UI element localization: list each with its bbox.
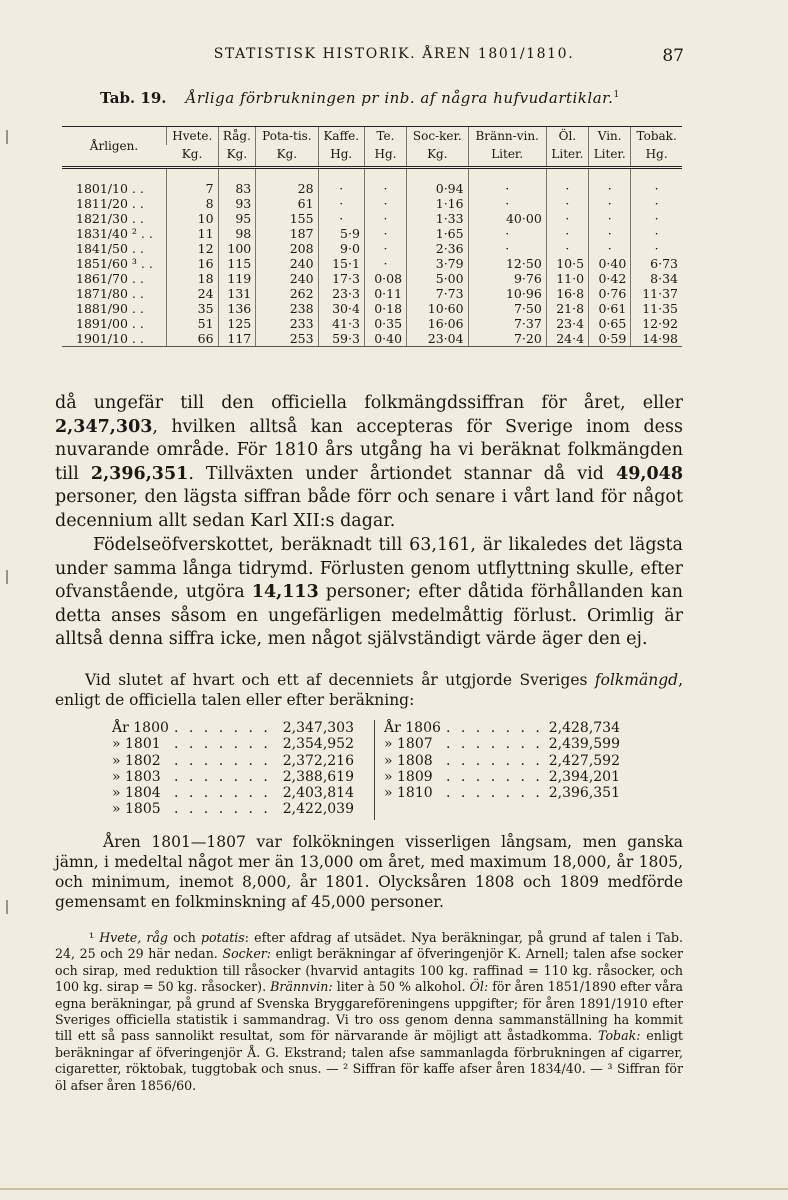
table-cell: 95 <box>218 211 256 226</box>
footnotes <box>55 930 683 1094</box>
table-cell: 115 <box>218 256 256 271</box>
table-cell: · <box>589 167 631 196</box>
column-unit: Liter. <box>589 145 631 167</box>
leader-dots: . . . . . . . <box>446 720 543 736</box>
population-entry <box>384 736 620 752</box>
table-cell: · <box>318 167 364 196</box>
table-cell: 40·00 <box>468 211 546 226</box>
table-cell: 238 <box>256 301 318 316</box>
table-cell: 23·04 <box>407 331 469 347</box>
row-period: 1891/00 . . <box>76 315 144 331</box>
table-cell: 66 <box>167 331 219 347</box>
population-value: 2,439,599 <box>548 736 620 753</box>
paragraph-population <box>55 392 683 534</box>
table-cell: 262 <box>256 286 318 301</box>
population-entry <box>112 753 354 769</box>
table-cell: · <box>318 196 364 211</box>
table-cell: 7 <box>167 167 219 196</box>
leader-dots: . . . . . . . <box>446 768 543 785</box>
footnote-text: för åren 1851/1890 efter våra egna beräkningar, på grund af Svenska Bryggareföreningens uppgifter; för åren 1891/1910 efter Sveriges officiella statistik i sammandrag. Vi tro oss genom denna sammanställning ha kommit till ett så pass sannolikt resultat, som för närvarande är möjligt att åstadkomma. <box>55 979 683 1044</box>
table-cell: 24 <box>167 286 219 301</box>
column-header: Soc-ker. <box>407 127 469 146</box>
table-cell: 131 <box>218 286 256 301</box>
table-cell: · <box>631 226 682 241</box>
leader-dots: . . . . . . . <box>446 752 543 769</box>
table-cell: 21·8 <box>546 301 588 316</box>
table-cell: · <box>468 167 546 196</box>
table-cell: 117 <box>218 331 256 347</box>
paragraph-intro-list <box>55 670 683 710</box>
population-value: 2,396,351 <box>548 785 620 802</box>
footnote-term-tobak: Tobak: <box>598 1028 641 1044</box>
table-cell: 119 <box>218 271 256 286</box>
table-cell: 14·98 <box>631 331 682 347</box>
table-cell: 11·37 <box>631 286 682 301</box>
table-cell: · <box>546 211 588 226</box>
population-year: » 1807 <box>384 736 433 753</box>
population-entry <box>384 769 620 785</box>
table-cell: 0·18 <box>364 301 406 316</box>
population-value: 2,372,216 <box>282 752 354 769</box>
leader-dots: . . . . . . . <box>174 768 271 785</box>
footnote-term-socker: Socker: <box>222 946 272 962</box>
table-cell: · <box>546 196 588 211</box>
column-unit: Kg. <box>256 145 318 167</box>
table-cell: 136 <box>218 301 256 316</box>
table-cell: 155 <box>256 211 318 226</box>
page-bottom-edge <box>0 1188 788 1190</box>
table-cell: 7·50 <box>468 301 546 316</box>
table-row <box>62 301 682 316</box>
para3-italic: folkmängd <box>594 671 679 689</box>
table-cell: 2·36 <box>407 241 469 256</box>
table-cell: 18 <box>167 271 219 286</box>
para1-text-1: då ungefär till den officiella folkmängdssiffran för året, eller <box>55 393 683 413</box>
table-cell: 0·40 <box>589 256 631 271</box>
column-header: Bränn-vin. <box>468 127 546 146</box>
population-entry <box>384 785 620 801</box>
table-cell: 11·35 <box>631 301 682 316</box>
column-header: Tobak. <box>631 127 682 146</box>
population-year: » 1804 <box>112 785 161 802</box>
footnote-term-brannvin: Brännvin: <box>270 979 333 995</box>
population-year: » 1805 <box>112 801 161 818</box>
table-cell: · <box>589 241 631 256</box>
table-cell: 100 <box>218 241 256 256</box>
leader-dots: . . . . . . . <box>174 785 271 802</box>
population-entry <box>112 720 354 736</box>
table-cell: 0·42 <box>589 271 631 286</box>
population-value: 2,394,201 <box>548 768 620 785</box>
footnote-term-ol: Öl: <box>469 979 489 995</box>
leader-dots: . . . . . . . <box>174 736 271 753</box>
population-entry <box>112 801 354 817</box>
table-row <box>62 241 682 256</box>
row-period: 1821/30 . . <box>76 210 144 226</box>
table-cell: · <box>589 196 631 211</box>
table-row <box>62 256 682 271</box>
population-entry <box>384 720 620 736</box>
column-unit: Kg. <box>218 145 256 167</box>
para1-text-2: , hvilken alltså kan accepteras för Sverige inom dess nuvarande område. För 1810 års utgång ha vi beräknat folkmängden till <box>55 416 683 484</box>
table-cell: 0·94 <box>407 167 469 196</box>
table-cell: · <box>631 211 682 226</box>
table-row <box>62 271 682 286</box>
column-header: Hvete. <box>167 127 219 146</box>
table-cell: 10·96 <box>468 286 546 301</box>
population-1810-figure: 2,396,351 <box>90 463 189 484</box>
table-cell: 23·3 <box>318 286 364 301</box>
table-cell: · <box>364 196 406 211</box>
consumption-table <box>62 126 682 347</box>
table-row <box>62 316 682 331</box>
table-cell: 16·8 <box>546 286 588 301</box>
table-cell: 11 <box>167 226 219 241</box>
population-year: » 1803 <box>112 768 161 785</box>
table-cell: 35 <box>167 301 219 316</box>
table-cell: 15·1 <box>318 256 364 271</box>
table-cell: 98 <box>218 226 256 241</box>
leader-dots: . . . . . . . <box>174 801 271 818</box>
table-cell: 240 <box>256 271 318 286</box>
population-year: » 1802 <box>112 752 161 769</box>
para1-text-4: personer, den lägsta siffran både förr och senare i vårt land för något decennium allt sedan Karl XII:s dagar. <box>55 487 683 531</box>
row-period: 1811/20 . . <box>76 195 144 211</box>
column-header: Årligen. <box>62 127 167 168</box>
table-cell: · <box>546 167 588 196</box>
footnote-text: och <box>167 930 201 945</box>
table-cell: 3·79 <box>407 256 469 271</box>
table-cell: 253 <box>256 331 318 347</box>
table-row <box>62 226 682 241</box>
table-cell: 12·92 <box>631 316 682 331</box>
table-cell: 9·0 <box>318 241 364 256</box>
table-cell: 208 <box>256 241 318 256</box>
population-list-right <box>384 720 620 801</box>
table-row <box>62 331 682 347</box>
growth-figure: 49,048 <box>616 463 683 484</box>
table-title: Årliga förbrukningen pr inb. af några hufvudartiklar. <box>185 89 614 107</box>
table-cell: 1·16 <box>407 196 469 211</box>
table-cell: 51 <box>167 316 219 331</box>
table-cell: 233 <box>256 316 318 331</box>
column-unit: Kg. <box>407 145 469 167</box>
footnote-1-mark: ¹ <box>89 930 100 945</box>
population-list-divider <box>374 720 375 820</box>
population-value: 2,422,039 <box>282 801 354 818</box>
para1-text-3: . Tillväxten under årtiondet stannar då vid <box>188 463 617 484</box>
table-cell: 9·76 <box>468 271 546 286</box>
population-list-left <box>112 720 354 818</box>
population-year: År 1800 <box>112 720 169 736</box>
table-cell: 7·73 <box>407 286 469 301</box>
table-cell: 1·65 <box>407 226 469 241</box>
column-unit: Hg. <box>318 145 364 167</box>
table-cell: · <box>364 256 406 271</box>
table-row <box>62 286 682 301</box>
column-unit: Hg. <box>631 145 682 167</box>
table-cell: 0·61 <box>589 301 631 316</box>
column-unit: Kg. <box>167 145 219 167</box>
margin-mark <box>6 900 8 914</box>
table-cell: 0·08 <box>364 271 406 286</box>
table-cell: 16 <box>167 256 219 271</box>
column-header: Vin. <box>589 127 631 146</box>
table-title-footnote-mark: 1 <box>613 90 620 100</box>
table-cell: · <box>468 226 546 241</box>
column-header: Råg. <box>218 127 256 146</box>
table-cell: 59·3 <box>318 331 364 347</box>
table-header-row <box>62 127 682 146</box>
table-cell: · <box>546 226 588 241</box>
population-year: » 1810 <box>384 785 433 802</box>
population-1800-figure: 2,347,303 <box>55 416 153 437</box>
column-unit: Liter. <box>546 145 588 167</box>
row-period: 1861/70 . . <box>76 270 144 286</box>
population-entry <box>112 769 354 785</box>
footnote-text: enligt beräkningar af öfveringenjör K. Arnell; talen afse socker och sirap, med reduktion till råsocker (hvarvid antagits 100 kg. raffinad = 110 kg. råsocker, och 100 kg. sirap = 50 kg. råsocker). <box>55 946 683 995</box>
footnote-term-potatis: potatis <box>201 930 245 945</box>
table-cell: 0·35 <box>364 316 406 331</box>
population-value: 2,427,592 <box>548 752 620 769</box>
table-cell: 41·3 <box>318 316 364 331</box>
table-cell: 125 <box>218 316 256 331</box>
table-cell: · <box>364 167 406 196</box>
table-cell: · <box>631 196 682 211</box>
table-cell: 10 <box>167 211 219 226</box>
leader-dots: . . . . . . . <box>174 720 271 736</box>
table-cell: 5·00 <box>407 271 469 286</box>
table-cell: 11·0 <box>546 271 588 286</box>
population-entry <box>384 753 620 769</box>
table-cell: 5·9 <box>318 226 364 241</box>
table-cell: 93 <box>218 196 256 211</box>
table-body <box>62 167 682 346</box>
table-cell: · <box>318 211 364 226</box>
table-cell: 1·33 <box>407 211 469 226</box>
column-unit: Liter. <box>468 145 546 167</box>
table-row <box>62 196 682 211</box>
population-value: 2,354,952 <box>282 736 354 753</box>
leader-dots: . . . . . . . <box>446 785 543 802</box>
table-cell: 24·4 <box>546 331 588 347</box>
table-cell: · <box>364 241 406 256</box>
population-value: 2,388,619 <box>282 768 354 785</box>
column-header: Öl. <box>546 127 588 146</box>
table-cell: 0·40 <box>364 331 406 347</box>
column-header: Kaffe. <box>318 127 364 146</box>
table-cell: · <box>364 211 406 226</box>
row-period: 1871/80 . . <box>76 285 144 301</box>
table-cell: · <box>468 196 546 211</box>
footnote-term-hvete-rag: Hvete, råg <box>99 930 168 945</box>
table-cell: · <box>631 241 682 256</box>
table-cell: 7·37 <box>468 316 546 331</box>
table-cell: 10·60 <box>407 301 469 316</box>
table-cell: 0·76 <box>589 286 631 301</box>
row-period: 1851/60 ³ . . <box>76 255 153 271</box>
table-cell: 0·11 <box>364 286 406 301</box>
population-entry <box>112 785 354 801</box>
para3-text-1: Vid slutet af hvart och ett af decenniets år utgjorde Sveriges <box>85 671 595 689</box>
paragraph-birth-surplus <box>55 534 683 652</box>
population-value: 2,403,814 <box>282 785 354 802</box>
population-value: 2,347,303 <box>282 720 354 736</box>
table-cell: 0·59 <box>589 331 631 347</box>
row-period: 1801/10 . . <box>76 180 144 196</box>
population-year: » 1808 <box>384 752 433 769</box>
table-caption <box>100 89 619 107</box>
row-period: 1831/40 ² . . <box>76 225 153 241</box>
running-title: STATISTISK HISTORIK. ÅREN 1801/1810. <box>213 46 575 62</box>
margin-mark <box>6 570 8 584</box>
table-cell: 16·06 <box>407 316 469 331</box>
row-period: 1841/50 . . <box>76 240 144 256</box>
footnote-text: : efter afdrag af utsädet. Nya beräkningar, på grund af talen i Tab. 24, 25 och 29 här nedan. <box>55 930 683 962</box>
paragraph-growth-summary: Åren 1801—1807 var folkökningen visserligen långsam, men ganska jämn, i medeltal något mer än 13,000 om året, med maximum 18,000, år 1805, och minimum, inemot 8,000, år 1801. Olycksåren 1808 och 1809 medförde gemensamt en folkminskning af 45,000 personer. <box>55 833 683 911</box>
leader-dots: . . . . . . . <box>446 736 543 753</box>
table-cell: 17·3 <box>318 271 364 286</box>
table-cell: 30·4 <box>318 301 364 316</box>
population-value: 2,428,734 <box>548 720 620 736</box>
population-year: År 1806 <box>384 720 441 736</box>
table-cell: 83 <box>218 167 256 196</box>
table-cell: 0·65 <box>589 316 631 331</box>
column-header: Te. <box>364 127 406 146</box>
para2-text-2: personer; efter dåtida förhållanden kan detta anses såsom en ungefärligen medelmåttig förlust. Orimlig är alltså denna siffra icke, men något självständigt värde äger den ej. <box>55 582 683 650</box>
table-cell: 6·73 <box>631 256 682 271</box>
population-entry <box>112 736 354 752</box>
emigration-figure: 14,113 <box>251 582 319 603</box>
table-cell: · <box>546 241 588 256</box>
table-cell: 7·20 <box>468 331 546 347</box>
table-cell: 187 <box>256 226 318 241</box>
row-period: 1901/10 . . <box>62 331 167 347</box>
table-cell: 23·4 <box>546 316 588 331</box>
table-cell: 8 <box>167 196 219 211</box>
column-unit: Hg. <box>364 145 406 167</box>
table-cell: · <box>468 241 546 256</box>
table-cell: 12 <box>167 241 219 256</box>
table-cell: 240 <box>256 256 318 271</box>
margin-mark <box>6 130 8 144</box>
page-number: 87 <box>662 46 684 66</box>
table-cell: 28 <box>256 167 318 196</box>
running-header <box>0 46 788 70</box>
table-label: Tab. 19. <box>100 89 167 107</box>
table-row <box>62 211 682 226</box>
column-header: Pota-tis. <box>256 127 318 146</box>
row-period: 1881/90 . . <box>76 300 144 316</box>
para2-text-1: Födelseöfverskottet, beräknadt till 63,161, är likaledes det lägsta under samma långa tidrymd. Förlusten genom utflyttning skulle, efter ofvanstående, utgöra <box>55 535 683 603</box>
table-cell: 12·50 <box>468 256 546 271</box>
table-row <box>62 167 682 196</box>
table-cell: 61 <box>256 196 318 211</box>
table-cell: · <box>364 226 406 241</box>
table-cell: 10·5 <box>546 256 588 271</box>
table-cell: · <box>631 167 682 196</box>
table-cell: · <box>589 226 631 241</box>
footnote-text: liter à 50 % alkohol. <box>332 979 470 995</box>
footnote-text: enligt beräkningar af öfveringenjör Å. G. Ekstrand; talen afse sammanlagda förbrukningen af cigarrer, cigaretter, röktobak, tuggtobak och snus. — ² Siffran för kaffe afser åren 1834/40. — ³ Siffran för öl afser åren 1856/60. <box>55 1028 683 1093</box>
table-cell: · <box>589 211 631 226</box>
para3-text-2: , enligt de officiella talen eller efter beräkning: <box>55 671 683 709</box>
population-year: » 1801 <box>112 736 161 753</box>
table-cell: 8·34 <box>631 271 682 286</box>
population-year: » 1809 <box>384 768 433 785</box>
leader-dots: . . . . . . . <box>174 752 271 769</box>
